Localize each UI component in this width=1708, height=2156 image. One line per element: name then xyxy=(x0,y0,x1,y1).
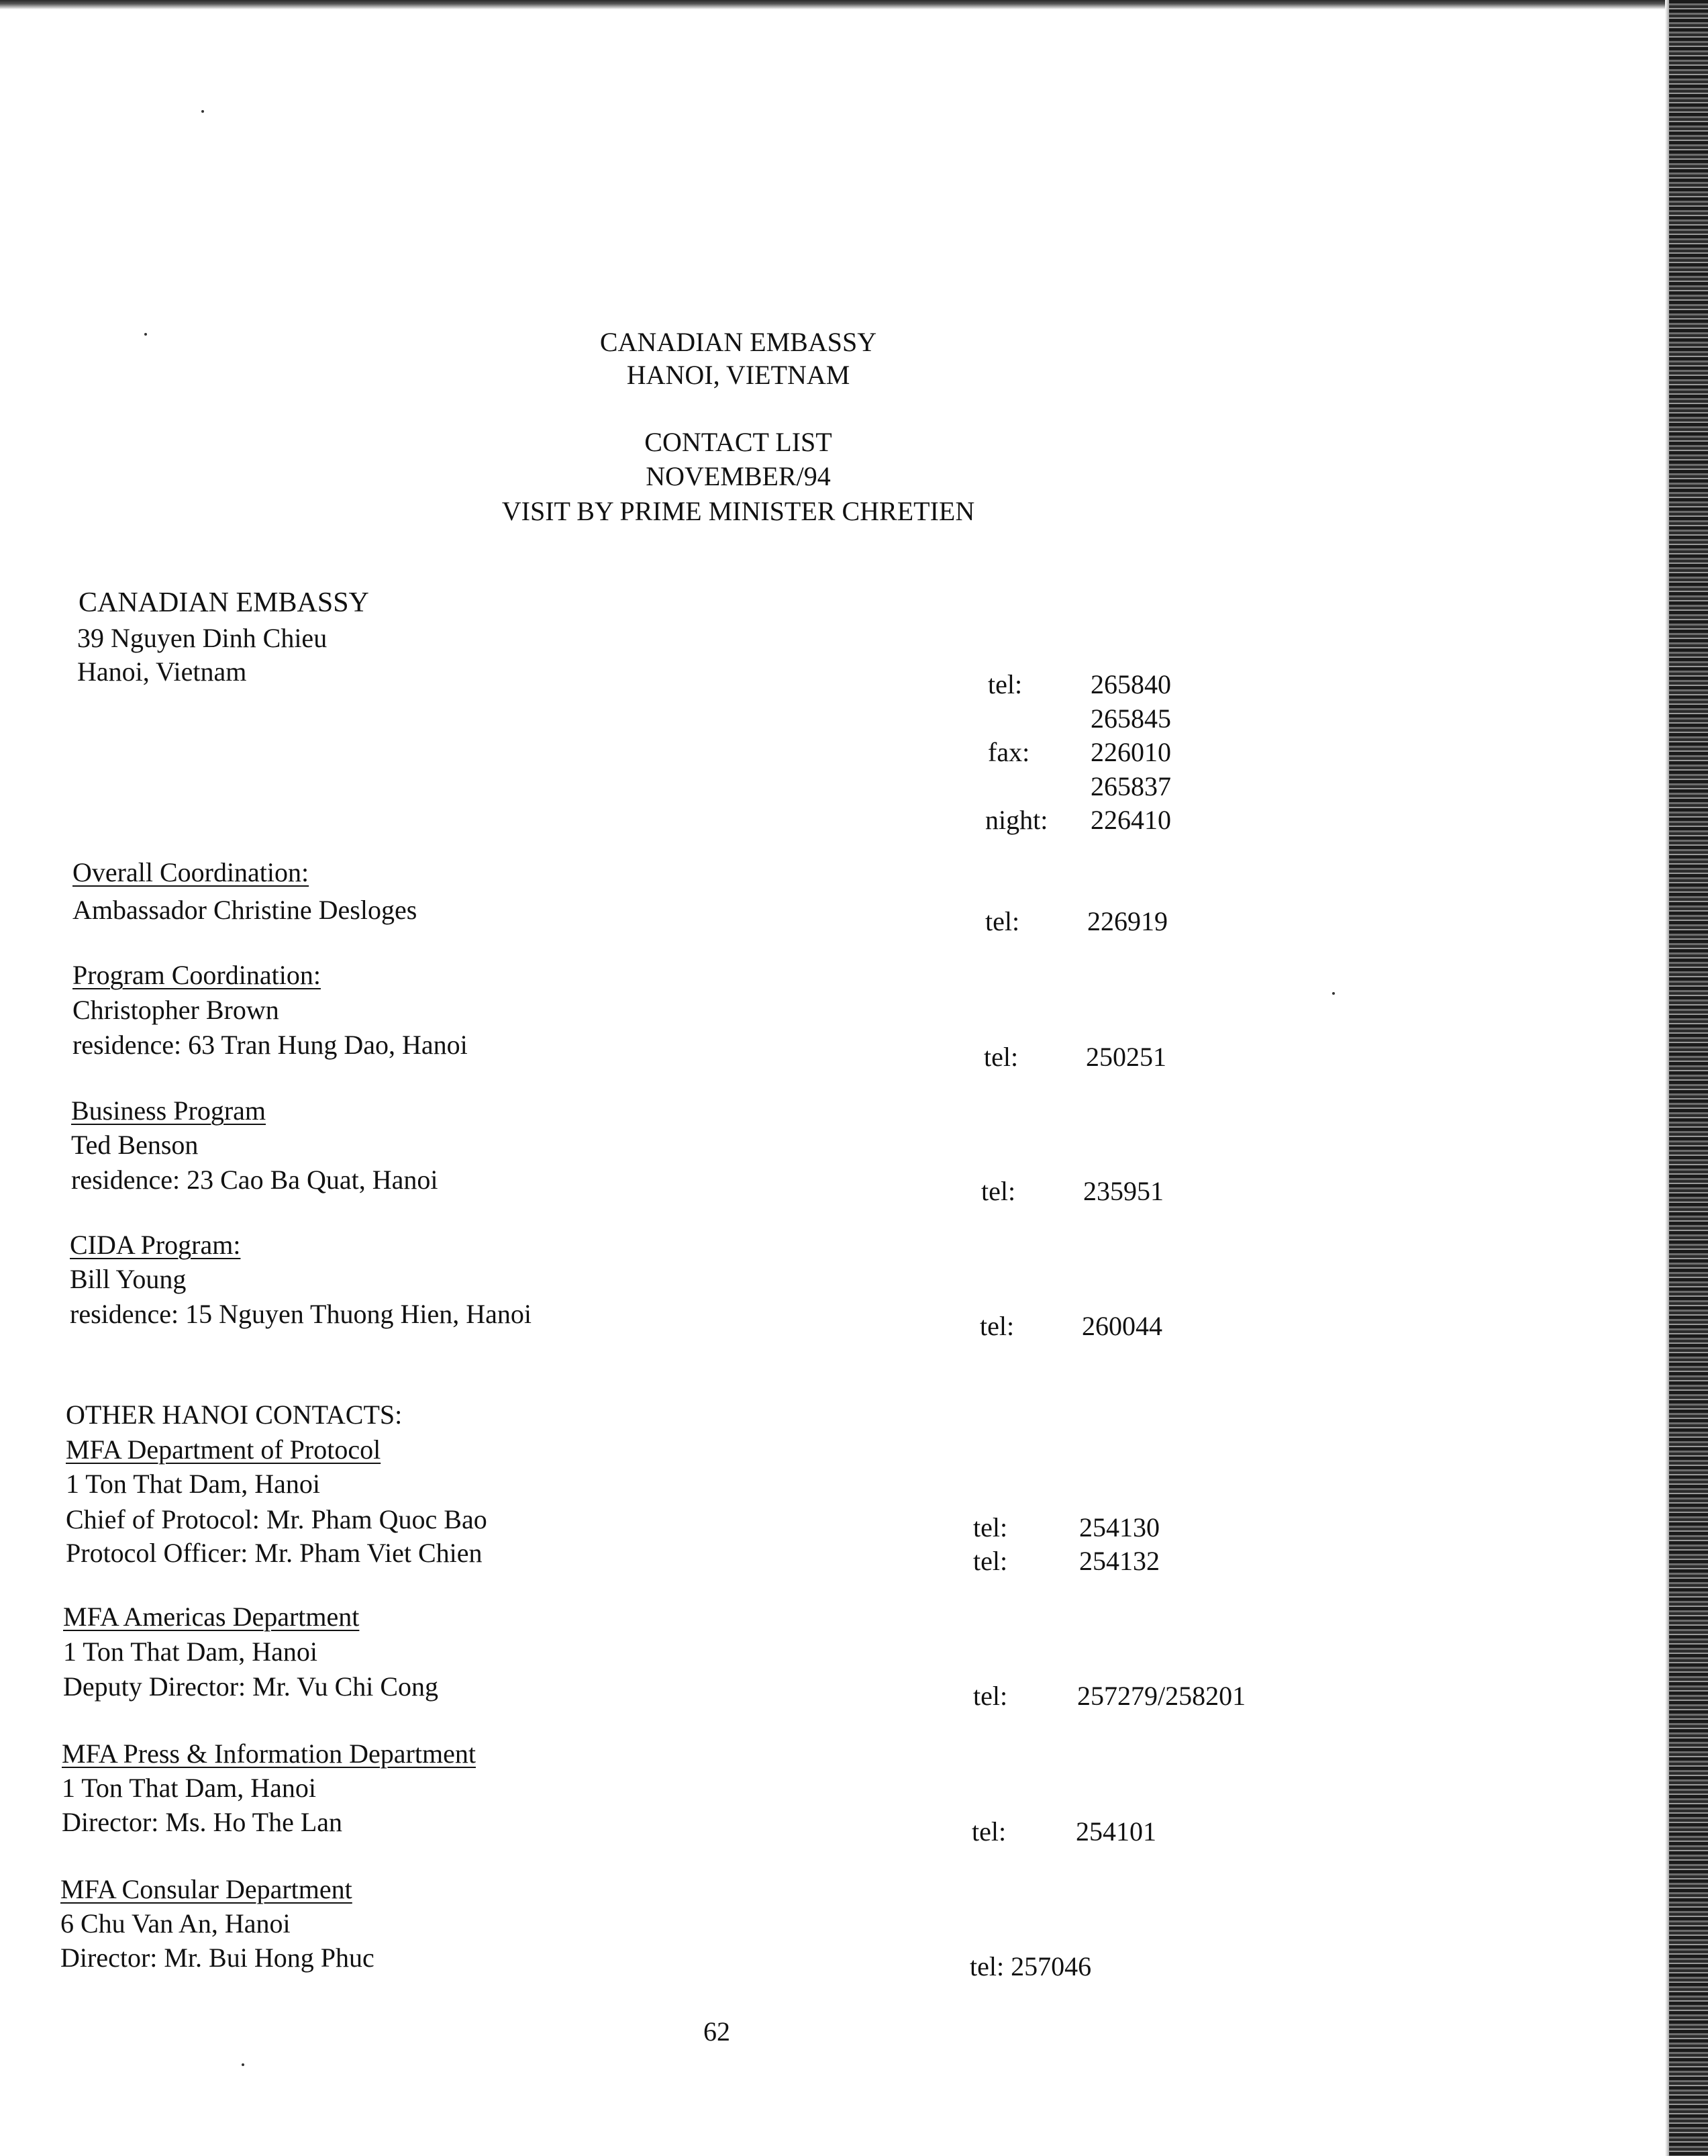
contact-person: Director: Mr. Bui Hong Phuc xyxy=(60,1943,374,1973)
scan-top-border xyxy=(0,0,1708,9)
contact-name: Ambassador Christine Desloges xyxy=(72,895,417,925)
office-address: 1 Ton That Dam, Hanoi xyxy=(66,1469,321,1499)
section-heading: MFA Americas Department xyxy=(63,1602,360,1632)
tel-number: 260044 xyxy=(1082,1311,1162,1341)
scan-speck xyxy=(242,2063,244,2066)
night-number: 226410 xyxy=(1091,805,1171,835)
page-number: 62 xyxy=(703,2016,730,2047)
tel-label: tel: xyxy=(973,1512,1008,1542)
tel-line: tel: 257046 xyxy=(970,1951,1092,1981)
header-line-1: CANADIAN EMBASSY xyxy=(599,327,877,357)
tel-number: 254130 xyxy=(1079,1512,1160,1542)
residence-address: residence: 63 Tran Hung Dao, Hanoi xyxy=(72,1030,468,1060)
tel-label: tel: xyxy=(973,1546,1008,1576)
fax-number: 265837 xyxy=(1091,771,1171,801)
office-address: 1 Ton That Dam, Hanoi xyxy=(62,1773,317,1803)
contact-name: Christopher Brown xyxy=(72,995,279,1025)
embassy-name: CANADIAN EMBASSY xyxy=(79,587,369,618)
fax-number: 226010 xyxy=(1091,737,1171,767)
night-label: night: xyxy=(985,805,1048,835)
tel-label: tel: xyxy=(980,1311,1015,1341)
section-heading: MFA Press & Information Department xyxy=(62,1738,476,1769)
contact-person: Director: Ms. Ho The Lan xyxy=(62,1807,343,1837)
tel-label: tel: xyxy=(973,1681,1008,1711)
embassy-address-1: 39 Nguyen Dinh Chieu xyxy=(77,623,328,653)
scan-right-border xyxy=(1669,0,1708,2156)
office-address: 6 Chu Van An, Hanoi xyxy=(60,1908,291,1939)
tel-number: 254101 xyxy=(1076,1816,1156,1847)
scan-speck xyxy=(201,110,204,113)
tel-label: tel: xyxy=(981,1176,1016,1206)
header-line-3: CONTACT LIST xyxy=(644,427,832,457)
section-heading: MFA Department of Protocol xyxy=(66,1434,381,1465)
header-line-4: NOVEMBER/94 xyxy=(646,461,831,491)
section-heading: Overall Coordination: xyxy=(72,857,309,887)
contact-name: Bill Young xyxy=(70,1264,187,1294)
phone-number: 265840 xyxy=(1091,669,1171,699)
section-heading: MFA Consular Department xyxy=(60,1874,352,1904)
tel-label: tel: xyxy=(985,906,1020,936)
residence-address: residence: 23 Cao Ba Quat, Hanoi xyxy=(71,1165,438,1195)
phone-label: tel: xyxy=(988,669,1023,699)
tel-number: 235951 xyxy=(1083,1176,1164,1206)
section-heading: Business Program xyxy=(71,1095,266,1126)
tel-number: 250251 xyxy=(1086,1042,1166,1072)
tel-number: 226919 xyxy=(1087,906,1168,936)
contact-person: Deputy Director: Mr. Vu Chi Cong xyxy=(63,1671,439,1702)
phone-number: 265845 xyxy=(1091,703,1171,734)
tel-number: 254132 xyxy=(1079,1546,1160,1576)
scan-speck xyxy=(144,333,147,336)
section-heading: CIDA Program: xyxy=(70,1230,241,1260)
contact-name: Ted Benson xyxy=(71,1130,199,1160)
tel-label: tel: xyxy=(984,1042,1019,1072)
other-contacts-heading: OTHER HANOI CONTACTS: xyxy=(66,1400,403,1430)
embassy-address-2: Hanoi, Vietnam xyxy=(77,656,247,687)
tel-label: tel: xyxy=(972,1816,1007,1847)
scan-speck xyxy=(1332,992,1335,995)
residence-address: residence: 15 Nguyen Thuong Hien, Hanoi xyxy=(70,1299,532,1329)
contact-person: Chief of Protocol: Mr. Pham Quoc Bao xyxy=(66,1504,487,1534)
contact-person: Protocol Officer: Mr. Pham Viet Chien xyxy=(66,1538,483,1568)
header-line-5: VISIT BY PRIME MINISTER CHRETIEN xyxy=(501,496,975,526)
tel-number: 257279/258201 xyxy=(1077,1681,1246,1711)
office-address: 1 Ton That Dam, Hanoi xyxy=(63,1636,318,1667)
header-line-2: HANOI, VIETNAM xyxy=(626,360,850,390)
fax-label: fax: xyxy=(988,737,1030,767)
section-heading: Program Coordination: xyxy=(72,960,321,990)
